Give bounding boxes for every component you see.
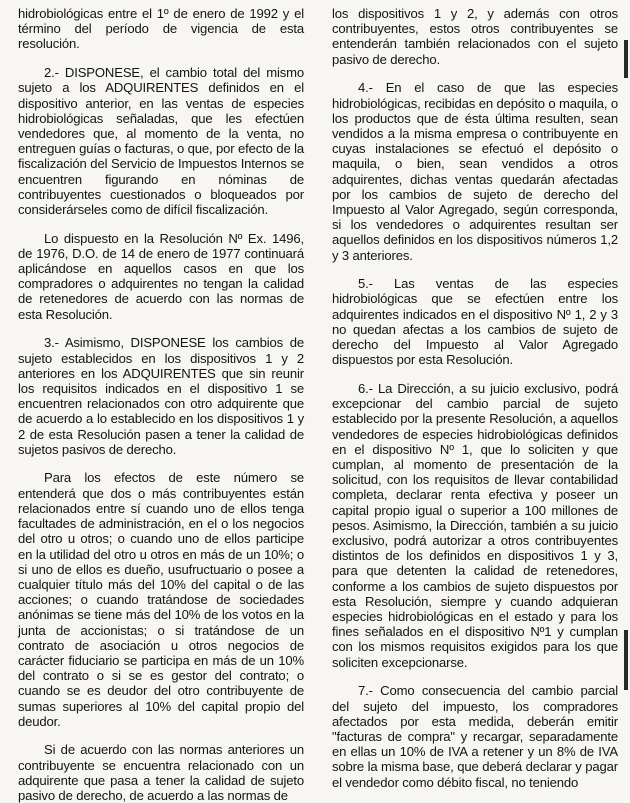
paragraph-relacionados-definition: Para los efectos de este número se entenderá que dos o más contribuyentes están relacionados entre sí cuando uno de ellos tenga facultades de administración, en el o los negocios del otro u otros; o cuando uno de ellos participe en la utilidad del otro u otros en más de un 10%; o si uno de ellos es dueño, usufructuario o posee a cualquier título más del 10% del capital o de las acciones; o cuando tratándose de sociedades anónimas se tiene más del 10% de los votos en la junta de accionistas; o si tratándose de un contrato de asociación u otros negocios de carácter fiduciario se participa en más de un 10% del contrato o si se es gestor del contrato; o cuando se es deudor del otro contribuyente de sumas superiores al 10% del capital propio del deudor. (18, 470, 304, 729)
right-column (332, 6, 618, 790)
paragraph-3-asimismo: 3.- Asimismo, DISPONESE los cambios de sujeto establecidos en los dispositivos 1 y 2 anteriores en los ADQUIRENTES que sin reunir los requisitos indicados en el dispositivo 1 se encuentren relacionados con otro adquirente que de acuerdo a lo establecido en los dispositivos 1 y 2 de esta Resolución pasen a tener la calidad de sujetos pasivos de derecho. (18, 335, 304, 457)
paragraph-4-deposito-maquila: 4.- En el caso de que las especies hidrobiológicas, recibidas en depósito o maquila, o los productos que de ésta última resulten, sean vendidos a la misma empresa o contribuyente en cuyas instalaciones se efectuó el depósito o maquila, o bien, sean vendidos a otros adquirentes, dichas ventas quedarán afectadas por los cambios de sujeto de derecho del Impuesto al Valor Agregado, según corresponda, si los vendedores o adquirentes resultan ser aquellos definidos en los dispositivos números 1,2 y 3 anteriores. (332, 80, 618, 263)
paragraph-dispositivos-continuation: los dispositivos 1 y 2, y además con otros contribuyentes, estos otros contribuyentes se entenderán también relacionados con el sujeto pasivo de derecho. (332, 6, 618, 67)
scan-edge-mark (624, 40, 628, 78)
scan-edge-mark (624, 630, 628, 690)
paragraph-1-continuation: hidrobiológicas entre el 1º de enero de 1992 y el término del período de vigencia de esta resolución. (18, 6, 304, 52)
paragraph-5-ventas-entre-adquirentes: 5.- Las ventas de las especies hidrobiológicas que se efectúen entre los adquirentes indicados en el dispositivo Nº 1, 2 y 3 no quedan afectas a los cambios de sujeto de derecho del Impuesto al Valor Agregado dispuestos por esta Resolución. (332, 276, 618, 368)
paragraph-resolucion-1496: Lo dispuesto en la Resolución Nº Ex. 1496, de 1976, D.O. de 14 de enero de 1977 continuará aplicándose en aquellos casos en que los compradores o adquirentes no tengan la calidad de retenedores de acuerdo con las normas de esta Resolución. (18, 230, 304, 322)
paragraph-7-consecuencia: 7.- Como consecuencia del cambio parcial del sujeto del impuesto, los compradores afectados por esta medida, deberán emitir "facturas de compra" y recargar, separadamente en ellas un 10% de IVA a retener y un 8% de IVA sobre la misma base, que deberá declarar y pagar el vendedor como débito fiscal, no teniendo (332, 683, 618, 790)
paragraph-si-de-acuerdo: Si de acuerdo con las normas anteriores un contribuyente se encuentra relacionado con un adquirente que pasa a tener la calidad de sujeto pasivo de derecho, de acuerdo a las normas de (18, 742, 304, 803)
paragraph-6-la-direccion: 6.- La Dirección, a su juicio exclusivo, podrá excepcionar del cambio parcial de sujeto establecido por la presente Resolución, a aquellos vendedores de especies hidrobiológicas definidos en el dispositivo Nº 1, que lo soliciten y que cumplan, al momento de presentación de la solicitud, con los requisitos de llevar contabilidad completa, declarar renta efectiva y poseer un capital propio igual o superior a 100 millones de pesos. Asimismo, la Dirección, también a su juicio exclusivo, podrá autorizar a otros contribuyentes distintos de los definidos en dispositivos 1 y 3, para que detenten la calidad de retenedores, conforme a los cambios de sujeto dispuestos por esta Resolución, siempre y cuando adquieran especies hidrobiológicas en el estado y para los fines señalados en el dispositivo Nº1 y cumplan con los mismos requisitos exigidos para los que soliciten excepcionarse. (332, 380, 618, 670)
paragraph-2-disponese-cambio-total: 2.- DISPONESE, el cambio total del mismo sujeto a los ADQUIRENTES definidos en el dispositivo anterior, en las ventas de especies hidrobiológicas señaladas, que les efectúen vendedores que, al momento de la venta, no entreguen guías o facturas, o que, por efecto de la fiscalización del Servicio de Impuestos Internos se encuentren figurando en nóminas de contribuyentes cuestionados o bloqueados por considerárseles como de difícil fiscalización. (18, 65, 304, 217)
left-column (18, 6, 304, 803)
